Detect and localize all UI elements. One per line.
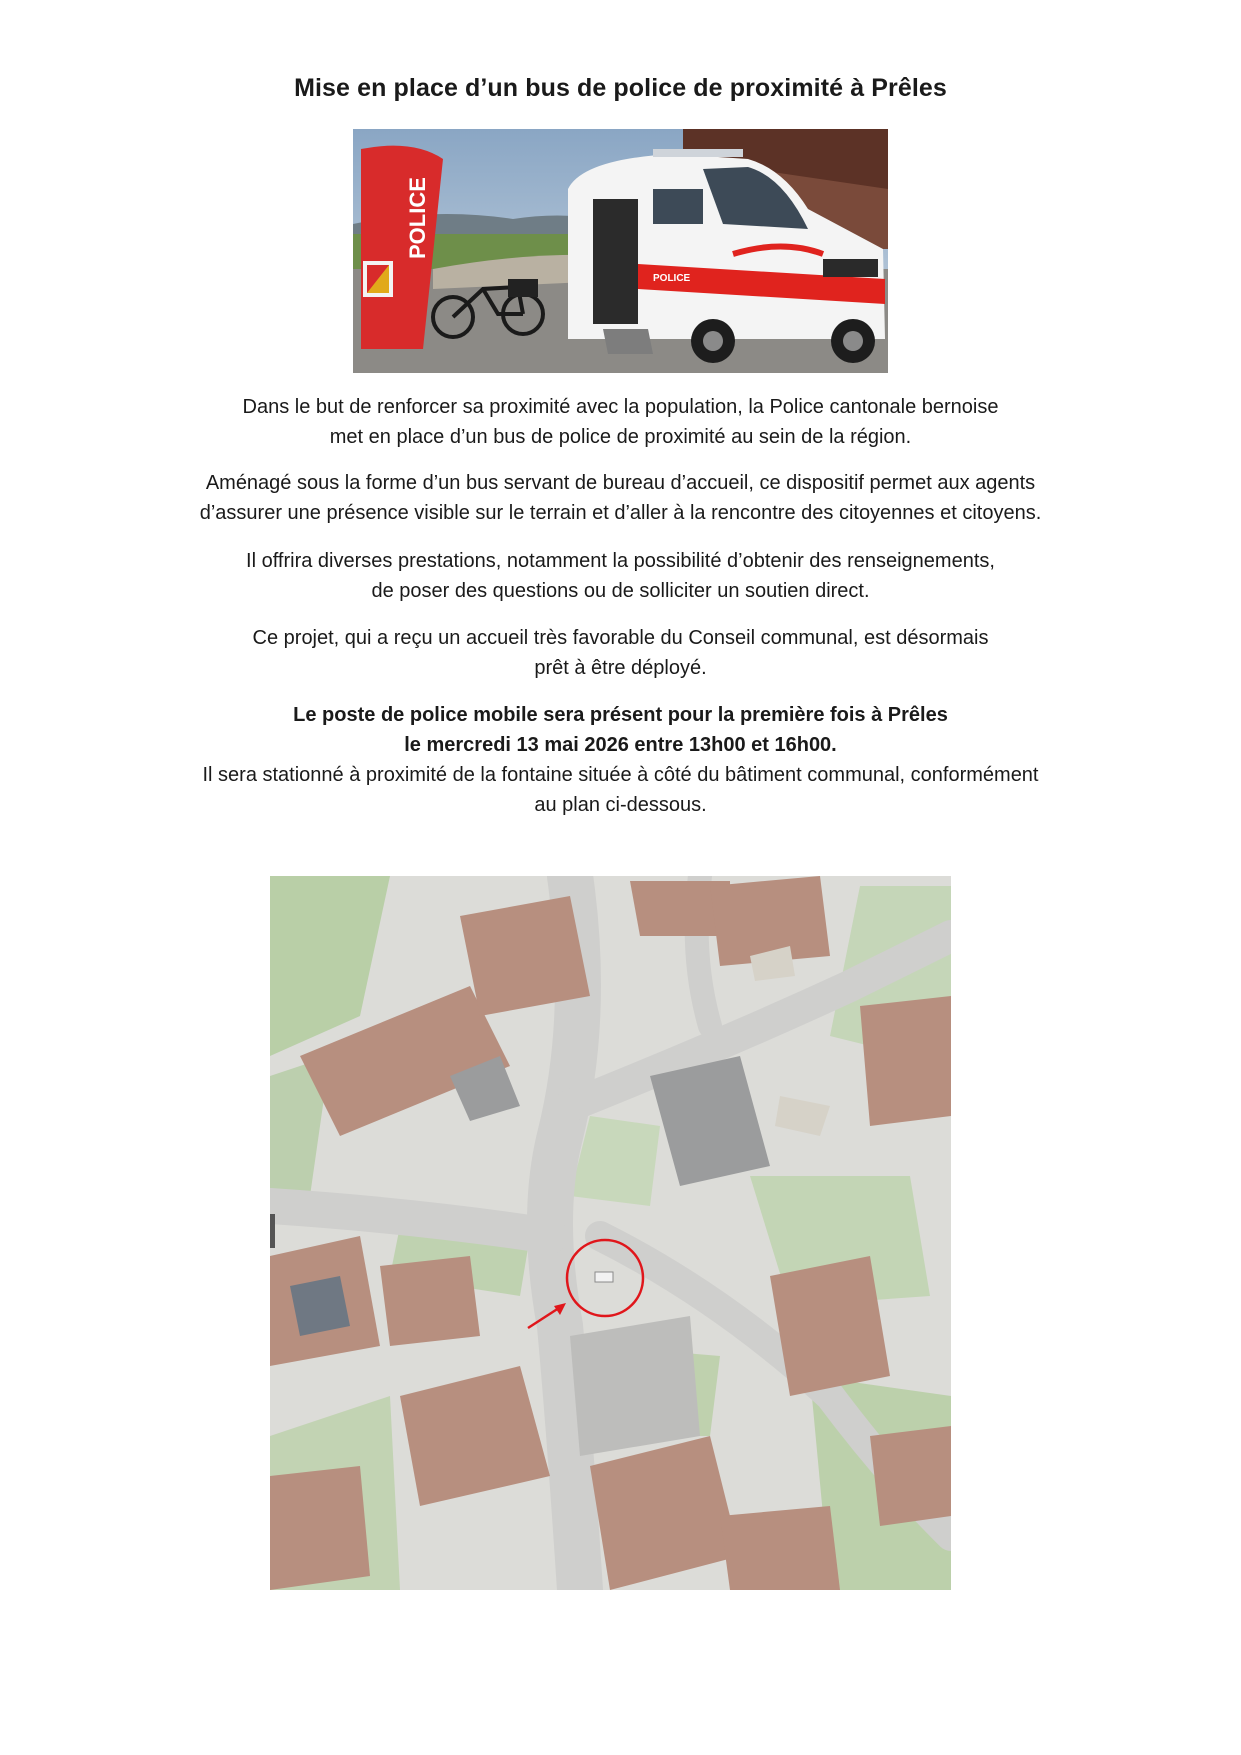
announcement-line: au plan ci-dessous. (534, 794, 707, 816)
announcement-bold-line: Le poste de police mobile sera présent pour la première fois à Prêles (293, 704, 948, 726)
announcement (120, 700, 1121, 820)
flag-text: POLICE (405, 177, 430, 259)
paragraph-line: Ce projet, qui a reçu un accueil très favorable du Conseil communal, est désormais (252, 627, 989, 649)
bus-marker (595, 1272, 613, 1282)
announcement-line: Il sera stationné à proximité de la fontaine située à côté du bâtiment communal, conformément (202, 764, 1039, 786)
paragraph-description (120, 468, 1121, 528)
announcement-bold-line: le mercredi 13 mai 2026 entre 13h00 et 16h00. (404, 734, 837, 756)
paragraph-line: Aménagé sous la forme d’un bus servant de bureau d’accueil, ce dispositif permet aux agents (205, 472, 1036, 494)
paragraph-intro (120, 392, 1121, 452)
bus-side-text: POLICE (653, 273, 691, 284)
paragraph-line: prêt à être déployé. (534, 657, 707, 679)
paragraph-line: Dans le but de renforcer sa proximité avec la population, la Police cantonale bernoise (242, 396, 999, 418)
paragraph-services (120, 546, 1121, 606)
document-title: Mise en place d’un bus de police de proximité à Prêles (294, 74, 947, 102)
paragraph-project (120, 623, 1121, 683)
paragraph-line: d’assurer une présence visible sur le terrain et d’aller à la rencontre des citoyennes et citoyens. (199, 502, 1042, 524)
paragraph-line: Il offrira diverses prestations, notamment la possibilité d’obtenir des renseignements, (246, 550, 995, 572)
aerial-location-map (270, 876, 951, 1590)
police-bus-photo (353, 129, 888, 373)
paragraph-line: met en place d’un bus de police de proximité au sein de la région. (329, 426, 912, 448)
paragraph-line: de poser des questions ou de solliciter un soutien direct. (371, 580, 870, 602)
